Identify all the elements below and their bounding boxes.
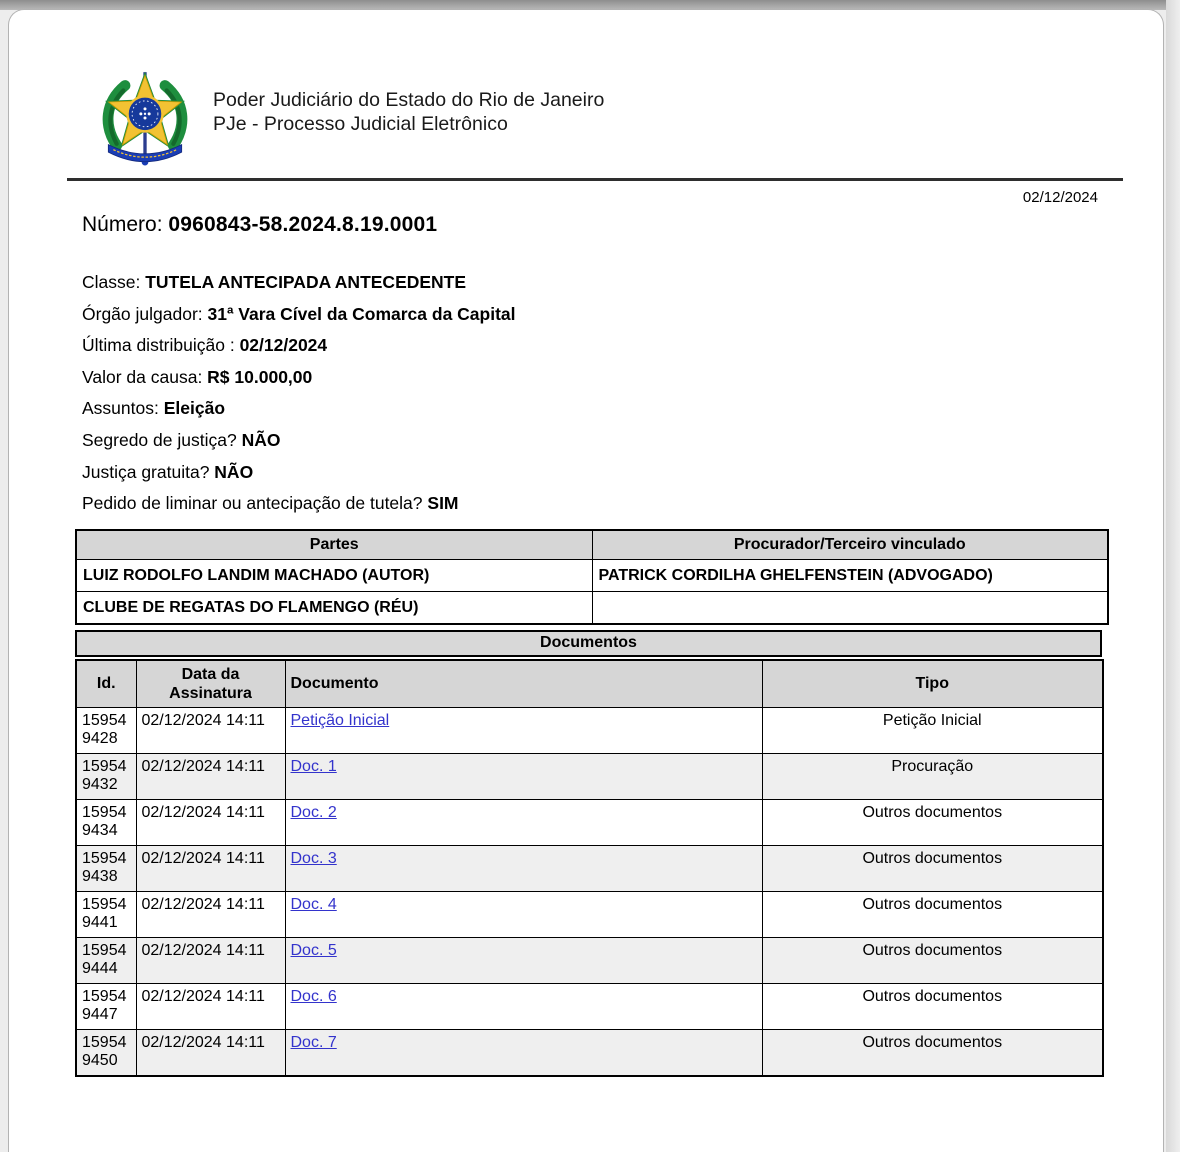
col-header-documento: Documento [285, 660, 762, 708]
document-date-signed: 02/12/2024 14:11 [136, 891, 285, 937]
org-title [213, 88, 604, 136]
document-id: 15954 9432 [76, 753, 136, 799]
case-number-value: 0960843-58.2024.8.19.0001 [168, 213, 438, 236]
document-link[interactable]: Petição Inicial [290, 711, 390, 729]
detail-valor-da-causa: Valor da causa: R$ 10.000,00 [82, 366, 313, 387]
document-date-signed: 02/12/2024 14:11 [136, 707, 285, 753]
document-row [76, 983, 1103, 1029]
document-date-signed: 02/12/2024 14:11 [136, 845, 285, 891]
document-row [76, 937, 1103, 983]
document-type: Petição Inicial [762, 707, 1103, 753]
document-id: 15954 9441 [76, 891, 136, 937]
documentos-band: Documentos [75, 630, 1102, 657]
document-row [76, 753, 1103, 799]
documentos-table-body [76, 707, 1103, 1076]
document-link[interactable]: Doc. 7 [290, 1033, 337, 1051]
document-type: Procuração [762, 753, 1103, 799]
case-number-label: Número: [82, 213, 169, 236]
procurador-header: Procurador/Terceiro vinculado [592, 530, 1108, 560]
document-id: 15954 9444 [76, 937, 136, 983]
case-number-line [82, 213, 1163, 237]
document-type: Outros documentos [762, 983, 1103, 1029]
partes-row-reu [76, 592, 1108, 624]
document-row [76, 707, 1103, 753]
brazil-coat-of-arms-icon [95, 65, 195, 171]
document-row [76, 845, 1103, 891]
detail-segredo-justica: Segredo de justiça? NÃO [82, 429, 281, 450]
detail-orgao-julgador: Órgão julgador: 31ª Vara Cível da Comarca da Capital [82, 303, 516, 324]
case-details [82, 267, 1163, 520]
procurador-advogado: PATRICK CORDILHA GHELFENSTEIN (ADVOGADO) [592, 560, 1108, 592]
document-type: Outros documentos [762, 937, 1103, 983]
detail-pedido-liminar: Pedido de liminar ou antecipação de tutela? SIM [82, 493, 459, 514]
document-link[interactable]: Doc. 2 [290, 803, 337, 821]
detail-classe: Classe: TUTELA ANTECIPADA ANTECEDENTE [82, 272, 467, 292]
document-link[interactable]: Doc. 5 [290, 941, 337, 959]
documentos-table [75, 659, 1104, 1077]
document-type: Outros documentos [762, 891, 1103, 937]
partes-row-autor [76, 560, 1108, 592]
documentos-header-row [76, 660, 1103, 708]
document-row [76, 891, 1103, 937]
document-date: 02/12/2024 [1022, 189, 1098, 206]
partes-header: Partes [76, 530, 592, 560]
document-link[interactable]: Doc. 4 [290, 895, 337, 913]
org-line-1: Poder Judiciário do Estado do Rio de Janeiro [213, 89, 605, 111]
document-link[interactable]: Doc. 6 [290, 987, 337, 1005]
document-id: 15954 9450 [76, 1029, 136, 1076]
header-divider [67, 178, 1123, 181]
document-row [76, 1029, 1103, 1076]
document-date-signed: 02/12/2024 14:11 [136, 753, 285, 799]
document-id: 15954 9438 [76, 845, 136, 891]
procurador-empty [592, 592, 1108, 624]
document-date-signed: 02/12/2024 14:11 [136, 799, 285, 845]
document-link[interactable]: Doc. 1 [290, 757, 337, 775]
document-page [8, 9, 1164, 1152]
detail-justica-gratuita: Justiça gratuita? NÃO [82, 461, 254, 482]
document-type: Outros documentos [762, 1029, 1103, 1076]
org-line-2: PJe - Processo Judicial Eletrônico [213, 113, 508, 135]
col-header-tipo: Tipo [762, 660, 1103, 708]
partes-header-row [76, 530, 1108, 560]
document-row [76, 799, 1103, 845]
document-id: 15954 9428 [76, 707, 136, 753]
image-right-edge [1166, 0, 1180, 1152]
document-date-signed: 02/12/2024 14:11 [136, 937, 285, 983]
parte-autor: LUIZ RODOLFO LANDIM MACHADO (AUTOR) [76, 560, 592, 592]
document-id: 15954 9447 [76, 983, 136, 1029]
detail-assuntos: Assuntos: Eleição [82, 398, 226, 419]
document-link[interactable]: Doc. 3 [290, 849, 337, 867]
document-header [95, 65, 1163, 171]
document-id: 15954 9434 [76, 799, 136, 845]
col-header-data-assinatura: Data da Assinatura [136, 660, 285, 708]
parte-reu: CLUBE DE REGATAS DO FLAMENGO (RÉU) [76, 592, 592, 624]
document-type: Outros documentos [762, 799, 1103, 845]
document-date-signed: 02/12/2024 14:11 [136, 1029, 285, 1076]
document-date-signed: 02/12/2024 14:11 [136, 983, 285, 1029]
col-header-id: Id. [76, 660, 136, 708]
partes-table [75, 529, 1109, 625]
document-type: Outros documentos [762, 845, 1103, 891]
detail-ultima-distribuicao: Última distribuição : 02/12/2024 [82, 335, 328, 356]
